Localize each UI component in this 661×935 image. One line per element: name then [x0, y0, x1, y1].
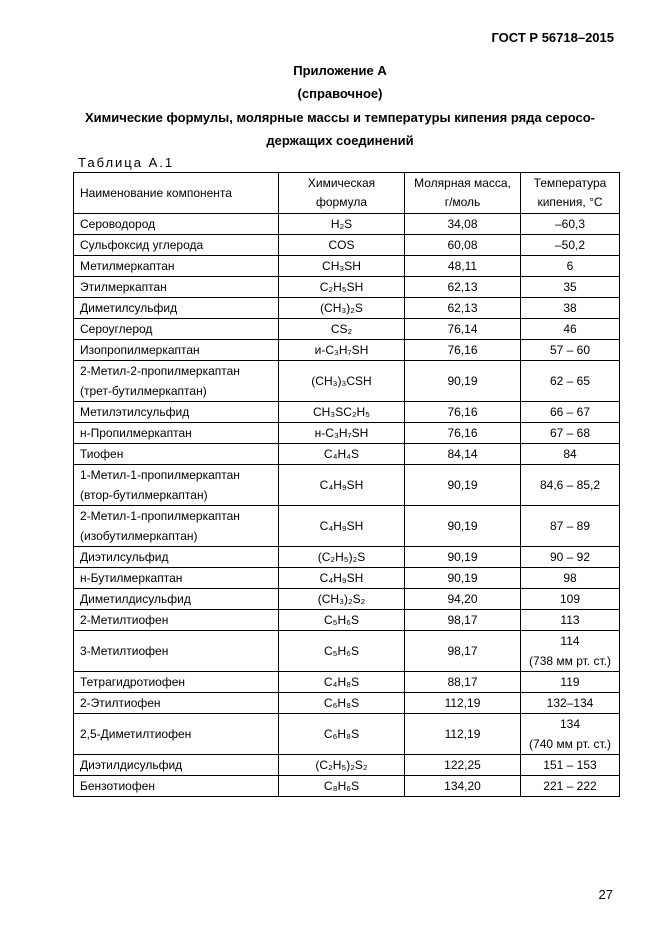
header-temp: [521, 173, 620, 214]
table-row: [74, 465, 620, 506]
cell-formula: C₄H₉SH: [279, 465, 405, 506]
cell-formula: C₆H₈S: [279, 693, 405, 714]
cell-temp: 67 – 68: [521, 423, 620, 444]
cell-temp: 151 – 153: [521, 755, 620, 776]
cell-temp: 98: [521, 568, 620, 589]
cell-temp: 38: [521, 298, 620, 319]
cell-temp: 221 – 222: [521, 776, 620, 797]
table-row: [74, 755, 620, 776]
cell-mass: 34,08: [405, 214, 521, 235]
cell-formula: (CH₃)₂S: [279, 298, 405, 319]
cell-temp: 87 – 89: [521, 506, 620, 547]
cell-name-line-1: 2-Метил-2-пропилмеркаптан: [80, 364, 240, 378]
cell-temp: 46: [521, 319, 620, 340]
cell-formula: (C₂H₅)₂S₂: [279, 755, 405, 776]
cell-mass: 134,20: [405, 776, 521, 797]
cell-name-line-2: (трет-бутилмеркаптан): [80, 384, 207, 398]
cell-temp: 119: [521, 672, 620, 693]
cell-name: Метилэтилсульфид: [74, 402, 279, 423]
header-mass-line-1: Молярная масса,: [414, 176, 511, 190]
cell-temp: –50,2: [521, 235, 620, 256]
header-mass-line-2: г/моль: [444, 195, 481, 209]
cell-name-line-1: 1-Метил-1-пропилмеркаптан: [80, 468, 240, 482]
cell-mass: 112,19: [405, 693, 521, 714]
cell-formula: C₄H₉SH: [279, 568, 405, 589]
table-row: [74, 361, 620, 402]
cell-temp-line-2: (738 мм рт. ст.): [529, 654, 611, 668]
cell-formula: C₅H₆S: [279, 610, 405, 631]
cell-formula: (C₂H₅)₂S: [279, 547, 405, 568]
appendix-heading-line-1: Химические формулы, молярные массы и температуры кипения ряда серосо-: [85, 110, 595, 125]
header-mass: [405, 173, 521, 214]
cell-name: Этилмеркаптан: [74, 277, 279, 298]
cell-mass: 60,08: [405, 235, 521, 256]
header-formula: [279, 173, 405, 214]
cell-name: н-Пропилмеркаптан: [74, 423, 279, 444]
cell-mass: 62,13: [405, 298, 521, 319]
cell-mass: 84,14: [405, 444, 521, 465]
cell-name: Тиофен: [74, 444, 279, 465]
cell-formula: и-C₃H₇SH: [279, 340, 405, 361]
header-temp-line-1: Температура: [533, 176, 607, 190]
cell-mass: 76,16: [405, 402, 521, 423]
cell-formula: (CH₃)₃CSH: [279, 361, 405, 402]
cell-name: Бензотиофен: [74, 776, 279, 797]
cell-mass: 90,19: [405, 547, 521, 568]
cell-formula: (CH₃)₂S₂: [279, 589, 405, 610]
cell-formula: C₄H₄S: [279, 444, 405, 465]
cell-temp: 132–134: [521, 693, 620, 714]
cell-name: 3-Метилтиофен: [74, 631, 279, 672]
cell-formula: CS₂: [279, 319, 405, 340]
table-row: [74, 714, 620, 755]
cell-name: Диметилсульфид: [74, 298, 279, 319]
table-row: [74, 214, 620, 235]
cell-mass: 88,17: [405, 672, 521, 693]
cell-name-line-2: (изобутилмеркаптан): [80, 529, 198, 543]
cell-name: н-Бутилмеркаптан: [74, 568, 279, 589]
table-row: [74, 402, 620, 423]
cell-temp: 62 – 65: [521, 361, 620, 402]
table-row: [74, 776, 620, 797]
cell-formula: COS: [279, 235, 405, 256]
cell-name-line-2: (втор-бутилмеркаптан): [80, 488, 208, 502]
header-temp-line-2: кипения, °С: [537, 195, 603, 209]
cell-temp: 84,6 – 85,2: [521, 465, 620, 506]
cell-temp: –60,3: [521, 214, 620, 235]
cell-name: Метилмеркаптан: [74, 256, 279, 277]
cell-formula: C₅H₆S: [279, 631, 405, 672]
cell-formula: C₄H₈S: [279, 672, 405, 693]
cell-mass: 62,13: [405, 277, 521, 298]
table-caption: Таблица А.1: [78, 155, 175, 170]
table-row: [74, 568, 620, 589]
cell-mass: 90,19: [405, 568, 521, 589]
cell-formula: C₈H₆S: [279, 776, 405, 797]
cell-name: 2-Этилтиофен: [74, 693, 279, 714]
header-name: [74, 173, 279, 214]
cell-mass: 94,20: [405, 589, 521, 610]
header-formula-line-2: формула: [315, 195, 368, 209]
cell-temp: [521, 714, 620, 755]
cell-formula: C₂H₅SH: [279, 277, 405, 298]
cell-temp: 35: [521, 277, 620, 298]
cell-name: Диэтилсульфид: [74, 547, 279, 568]
cell-temp-line-1: 114: [560, 634, 580, 648]
cell-temp: 66 – 67: [521, 402, 620, 423]
header-formula-line-1: Химическая: [307, 176, 376, 190]
cell-mass: 122,25: [405, 755, 521, 776]
table-row: [74, 298, 620, 319]
table-row: [74, 672, 620, 693]
cell-name: Диметилдисульфид: [74, 589, 279, 610]
cell-formula: CH₃SH: [279, 256, 405, 277]
table-row: [74, 444, 620, 465]
cell-name: Изопропилмеркаптан: [74, 340, 279, 361]
cell-mass: 90,19: [405, 361, 521, 402]
cell-temp: 84: [521, 444, 620, 465]
cell-formula: н-C₃H₇SH: [279, 423, 405, 444]
table-row: [74, 631, 620, 672]
cell-mass: 76,14: [405, 319, 521, 340]
page-number: 27: [598, 887, 613, 902]
table-row: [74, 547, 620, 568]
cell-mass: 76,16: [405, 340, 521, 361]
compounds-table: [73, 172, 620, 797]
cell-name: [74, 465, 279, 506]
cell-mass: 48,11: [405, 256, 521, 277]
table-row: [74, 506, 620, 547]
appendix-subtitle: (справочное): [297, 86, 383, 101]
cell-mass: 98,17: [405, 610, 521, 631]
cell-name: Тетрагидротиофен: [74, 672, 279, 693]
cell-temp: 109: [521, 589, 620, 610]
cell-mass: 98,17: [405, 631, 521, 672]
cell-name: [74, 361, 279, 402]
table-row: [74, 340, 620, 361]
cell-mass: 90,19: [405, 506, 521, 547]
cell-temp-line-2: (740 мм рт. ст.): [529, 737, 611, 751]
table-row: [74, 589, 620, 610]
cell-formula: CH₃SC₂H₅: [279, 402, 405, 423]
cell-name: 2,5-Диметилтиофен: [74, 714, 279, 755]
cell-name: Сероводород: [74, 214, 279, 235]
cell-temp: 6: [521, 256, 620, 277]
cell-temp: [521, 631, 620, 672]
table-row: [74, 693, 620, 714]
table-row: [74, 423, 620, 444]
cell-formula: H₂S: [279, 214, 405, 235]
table-row: [74, 277, 620, 298]
cell-temp: 113: [521, 610, 620, 631]
cell-formula: C₄H₉SH: [279, 506, 405, 547]
cell-temp: 57 – 60: [521, 340, 620, 361]
cell-name: Диэтилдисульфид: [74, 755, 279, 776]
appendix-heading-line-2: держащих соединений: [266, 133, 414, 148]
table-header-row: [74, 173, 620, 214]
appendix-title: Приложение А: [293, 63, 387, 78]
table-row: [74, 610, 620, 631]
cell-name: Сероуглерод: [74, 319, 279, 340]
cell-formula: C₆H₈S: [279, 714, 405, 755]
cell-temp-line-1: 134: [559, 717, 581, 731]
cell-name: [74, 506, 279, 547]
cell-mass: 90,19: [405, 465, 521, 506]
cell-temp: 90 – 92: [521, 547, 620, 568]
cell-mass: 112,19: [405, 714, 521, 755]
table-row: [74, 256, 620, 277]
header-name-text: Наименование компонента: [80, 185, 232, 200]
cell-mass: 76,16: [405, 423, 521, 444]
standard-number: ГОСТ Р 56718–2015: [491, 30, 614, 45]
cell-name-line-1: 2-Метил-1-пропилмеркаптан: [80, 509, 240, 523]
cell-name: Сульфоксид углерода: [74, 235, 279, 256]
table-row: [74, 319, 620, 340]
cell-name: 2-Метилтиофен: [74, 610, 279, 631]
table-row: [74, 235, 620, 256]
